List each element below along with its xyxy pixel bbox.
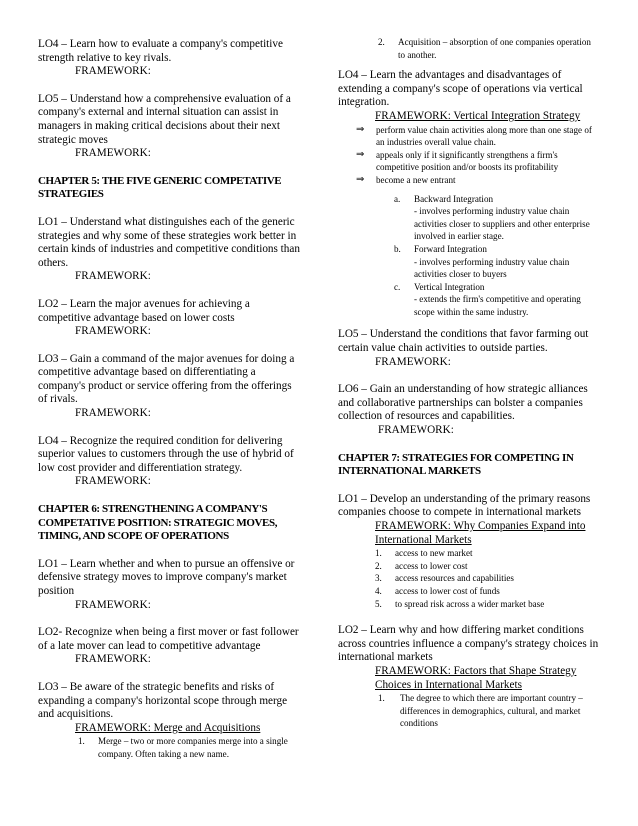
list-text: access to lower cost bbox=[395, 560, 468, 571]
item-description: - involves performing industry value chain activities closer to buyers bbox=[414, 256, 570, 280]
lo2-ch5 bbox=[38, 298, 300, 339]
learning-objective-text: LO2 – Learn the major avenues for achieving a competitive advantage based on lower costs bbox=[38, 297, 250, 324]
framework-label: FRAMEWORK: bbox=[75, 270, 151, 283]
framework-label: FRAMEWORK: Merge and Acquisitions bbox=[75, 721, 261, 734]
framework-label: FRAMEWORK: Why Companies Expand into International Markets bbox=[375, 520, 586, 546]
lo4-ch5 bbox=[38, 435, 300, 489]
list-number: 3. bbox=[375, 573, 382, 584]
list-item bbox=[338, 36, 600, 61]
bullet-text: appeals only if it significantly strengthens a firm's competitive position and/or boosts its profitability bbox=[376, 149, 559, 173]
list-number: 2. bbox=[378, 37, 385, 47]
learning-objective-text: LO4 – Recognize the required condition for delivering superior values to customers through the use of hybrid of low cost provider and differentiation strategy. bbox=[38, 434, 294, 474]
list-number: 1. bbox=[375, 548, 382, 559]
vertical-integration-bullets bbox=[338, 124, 600, 187]
list-item bbox=[38, 735, 300, 760]
arrow-icon: ⇒ bbox=[356, 123, 365, 135]
item-letter: a. bbox=[394, 193, 401, 204]
framework-label: FRAMEWORK: bbox=[75, 325, 151, 338]
chapter-6-heading: CHAPTER 6: STRENGTHENING A COMPANY'S COMPETATIVE POSITION: STRATEGIC MOVES, TIMING, AND SCOPE OF OPERATIONS bbox=[38, 503, 278, 543]
list-text: access to new market bbox=[395, 548, 473, 559]
lo4-ch4 bbox=[38, 38, 300, 79]
item-letter: b. bbox=[394, 243, 401, 254]
learning-objective-text: LO3 – Gain a command of the major avenues for doing a competitive advantage based on differentiating a company's product or service offering from the offerings of rivals. bbox=[38, 352, 295, 406]
lo5-ch4 bbox=[38, 93, 300, 161]
framework-label: FRAMEWORK: bbox=[75, 65, 151, 78]
lo1-ch6 bbox=[38, 558, 300, 612]
list-item bbox=[338, 572, 600, 585]
learning-objective-text: LO5 – Understand how a comprehensive evaluation of a company's external and internal situation can assist in managers in making critical decisions about their next strategic moves bbox=[38, 92, 291, 146]
integration-type-item bbox=[338, 281, 600, 319]
arrow-icon: ⇒ bbox=[356, 148, 365, 160]
list-text: Acquisition – absorption of one companies operation to another. bbox=[398, 37, 591, 60]
learning-objective-text: LO3 – Be aware of the strategic benefits and risks of expanding a company's horizontal scope through merge and acquisitions. bbox=[38, 680, 288, 721]
list-text: Merge – two or more companies merge into a single company. Often taking a new name. bbox=[98, 736, 288, 759]
framework-label: FRAMEWORK: bbox=[375, 355, 451, 368]
item-title: Vertical Integration bbox=[414, 281, 485, 292]
learning-objective-text: LO2- Recognize when being a first mover or fast follower of a late mover can lead to competitive advantage bbox=[38, 626, 299, 652]
list-text: access resources and capabilities bbox=[395, 573, 514, 584]
framework-label: FRAMEWORK: bbox=[75, 147, 151, 160]
list-text: access to lower cost of funds bbox=[395, 585, 500, 596]
list-item bbox=[338, 560, 600, 573]
bullet-text: perform value chain activities along more than one stage of an industries overall value chain. bbox=[376, 124, 592, 148]
learning-objective-text: LO4 – Learn the advantages and disadvantages of extending a company's scope of operations via vertical integration. bbox=[338, 69, 583, 109]
framework-label: FRAMEWORK: bbox=[75, 598, 151, 611]
arrow-bullet-item bbox=[338, 174, 600, 187]
learning-objective-text: LO4 – Learn how to evaluate a company's competitive strength relative to key rivals. bbox=[38, 38, 283, 64]
bullet-text: become a new entrant bbox=[376, 174, 456, 185]
list-item bbox=[338, 692, 600, 730]
framework-label: FRAMEWORK: bbox=[75, 653, 151, 666]
right-column bbox=[338, 38, 600, 730]
list-text: to spread risk across a wider market base bbox=[395, 598, 545, 609]
learning-objective-text: LO1 – Understand what distinguishes each of the generic strategies and why some of these strategies work better in certain kinds of industries and competitive conditions than others. bbox=[38, 215, 300, 269]
list-item bbox=[338, 547, 600, 560]
chapter-7-heading: CHAPTER 7: STRATEGIES FOR COMPETING IN INTERNATIONAL MARKETS bbox=[338, 451, 574, 478]
list-number: 1. bbox=[378, 693, 385, 704]
item-description: - extends the firm's competitive and operating scope within the same industry. bbox=[414, 294, 581, 317]
list-number: 1. bbox=[78, 736, 85, 747]
integration-type-item bbox=[338, 193, 600, 243]
learning-objective-text: LO1 – Learn whether and when to pursue an offensive or defensive strategy moves to improve company's market position bbox=[38, 557, 295, 597]
lo5-ch6 bbox=[338, 328, 600, 369]
item-title: Forward Integration bbox=[414, 243, 487, 254]
lo3-ch6 bbox=[38, 681, 300, 761]
item-letter: c. bbox=[394, 281, 401, 292]
lo2-ch7 bbox=[338, 624, 600, 730]
chapter-5-heading: CHAPTER 5: THE FIVE GENERIC COMPETATIVE STRATEGIES bbox=[38, 174, 282, 201]
left-column bbox=[38, 38, 300, 761]
item-body bbox=[414, 281, 600, 319]
integration-type-item bbox=[338, 243, 600, 281]
learning-objective-text: LO1 – Develop an understanding of the primary reasons companies choose to compete in international markets bbox=[338, 492, 591, 519]
list-number: 2. bbox=[375, 560, 382, 571]
list-number: 4. bbox=[375, 585, 382, 596]
arrow-bullet-item bbox=[338, 149, 600, 174]
lo2-ch6 bbox=[38, 626, 300, 667]
lo1-ch7 bbox=[338, 493, 600, 610]
lo4-ch6 bbox=[338, 69, 600, 318]
framework-label: FRAMEWORK: bbox=[75, 407, 151, 420]
item-title: Backward Integration bbox=[414, 193, 494, 204]
why-expand-list bbox=[338, 547, 600, 610]
framework-label: FRAMEWORK: Factors that Shape Strategy Choices in International Markets bbox=[375, 664, 577, 691]
lo6-ch6 bbox=[338, 383, 600, 437]
list-item bbox=[338, 598, 600, 611]
item-body bbox=[414, 243, 600, 281]
lo1-ch5 bbox=[38, 216, 300, 284]
framework-label: FRAMEWORK: bbox=[75, 475, 151, 488]
list-item bbox=[338, 585, 600, 598]
framework-label: FRAMEWORK: bbox=[378, 424, 454, 437]
item-body bbox=[414, 193, 600, 243]
framework-label: FRAMEWORK: Vertical Integration Strategy bbox=[375, 109, 581, 122]
learning-objective-text: LO5 – Understand the conditions that favor farming out certain value chain activities to outside parties. bbox=[338, 328, 589, 355]
lo3-ch5 bbox=[38, 353, 300, 421]
item-description: - involves performing industry value chain activities closer to suppliers and other enterprise involved in earlier stage. bbox=[414, 206, 590, 242]
learning-objective-text: LO2 – Learn why and how differing market conditions across countries influence a company's strategy choices in international markets bbox=[338, 624, 599, 664]
list-number: 5. bbox=[375, 598, 382, 609]
arrow-icon: ⇒ bbox=[356, 173, 365, 185]
list-text: The degree to which there are important country – differences in demographics, cultural, and market conditions bbox=[400, 693, 583, 729]
vertical-integration-types bbox=[338, 193, 600, 319]
learning-objective-text: LO6 – Gain an understanding of how strategic alliances and collaborative partnerships can bolster a companies collection of resources and capabilities. bbox=[338, 383, 588, 423]
arrow-bullet-item bbox=[338, 124, 600, 149]
